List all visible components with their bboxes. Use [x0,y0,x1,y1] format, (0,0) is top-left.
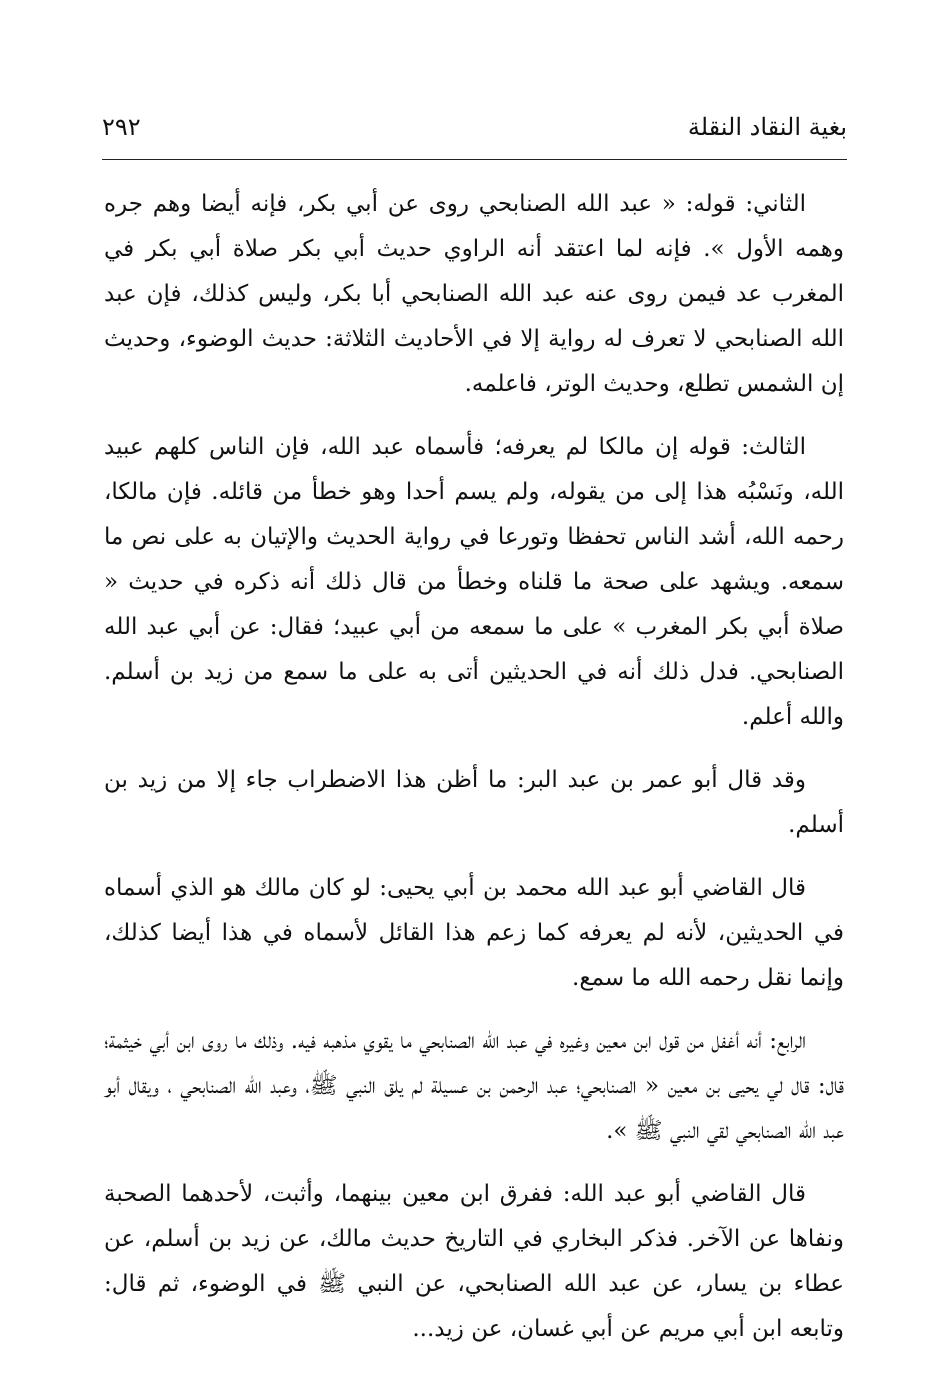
paragraph-second-point: الثاني: قوله: « عبد الله الصنابحي روى عن أبي بكر، فإنه أيضا وهم جره وهمه الأول ». فإنه لما اعتقد أنه الراوي حديث أبي بكر صلاة أبي بكر في المغرب عد فيمن روى عنه عبد الله الصنابحي أبا بكر، وليس كذلك، فإن عبد الله الصنابحي لا تعرف له رواية إلا في الأحاديث الثلاثة: حديث الوضوء، وحديث إن الشمس تطلع، وحديث الوتر، فاعلمه. [104,191,844,397]
header-divider [102,159,847,160]
page-number: ٢٩٢ [102,113,141,141]
paragraph-ibn-abd-al-barr: وقد قال أبو عمر بن عبد البر: ما أظن هذا الاضطراب جاء إلا من زيد بن أسلم. [104,767,844,838]
paragraph-qadi-comment: قال القاضي أبو عبد الله محمد بن أبي يحيى: لو كان مالك هو الذي أسماه في الحديثين، لأنه لم يعرفه كما زعم هذا القائل لأسماه في هذا أيضا كذلك، وإنما نقل رحمه الله ما سمع. [104,875,844,991]
paragraph-third-point: الثالث: قوله إن مالكا لم يعرفه؛ فأسماه عبد الله، فإن الناس كلهم عبيد الله، ونَسْبُه هذا إلى من يقوله، ولم يسم أحدا وهو خطأ من قائله. فإن مالكا، رحمه الله، أشد الناس تحفظا وتورعا في رواية الحديث والإتيان به على نص ما سمعه. ويشهد على صحة ما قلناه وخطأ من قال ذلك أنه ذكره في حديث « صلاة أبي بكر المغرب » على ما سمعه من أبي عبيد؛ فقال: عن أبي عبد الله الصنابحي. فدل ذلك أنه في الحديثين أتى به على ما سمع من زيد بن أسلم. والله أعلم. [104,434,844,730]
paragraph-qadi-distinction: قال القاضي أبو عبد الله: ففرق ابن معين بينهما، وأثبت، لأحدهما الصحبة ونفاها عن الآخر. فذكر البخاري في التاريخ حديث مالك، عن زيد بن أسلم، عن عطاء بن يسار، عن عبد الله الصنابحي، عن النبي ﷺ في الوضوء، ثم قال: وتابعه ابن أبي مريم عن أبي غسان، عن زيد... [104,1181,844,1342]
page-body [104,182,844,1370]
running-title: بغية النقاد النقلة [687,113,847,141]
paragraph-fourth-point: الرابع: أنه أغفل من قول ابن معين وغيره في عبد الله الصنابحي ما يقوي مذهبه فيه. وذلك ما روى ابن أبي خيثمة؛ قال: قال لي يحيى بن معين « الصنابحي؛ عبد الرحمن بن عسيلة لم يلق النبي ﷺ، وعبد الله الصنابحي ، ويقال أبو عبد الله الصنابحي لقي النبي ﷺ ». [104,1028,844,1144]
page-header [102,105,847,151]
